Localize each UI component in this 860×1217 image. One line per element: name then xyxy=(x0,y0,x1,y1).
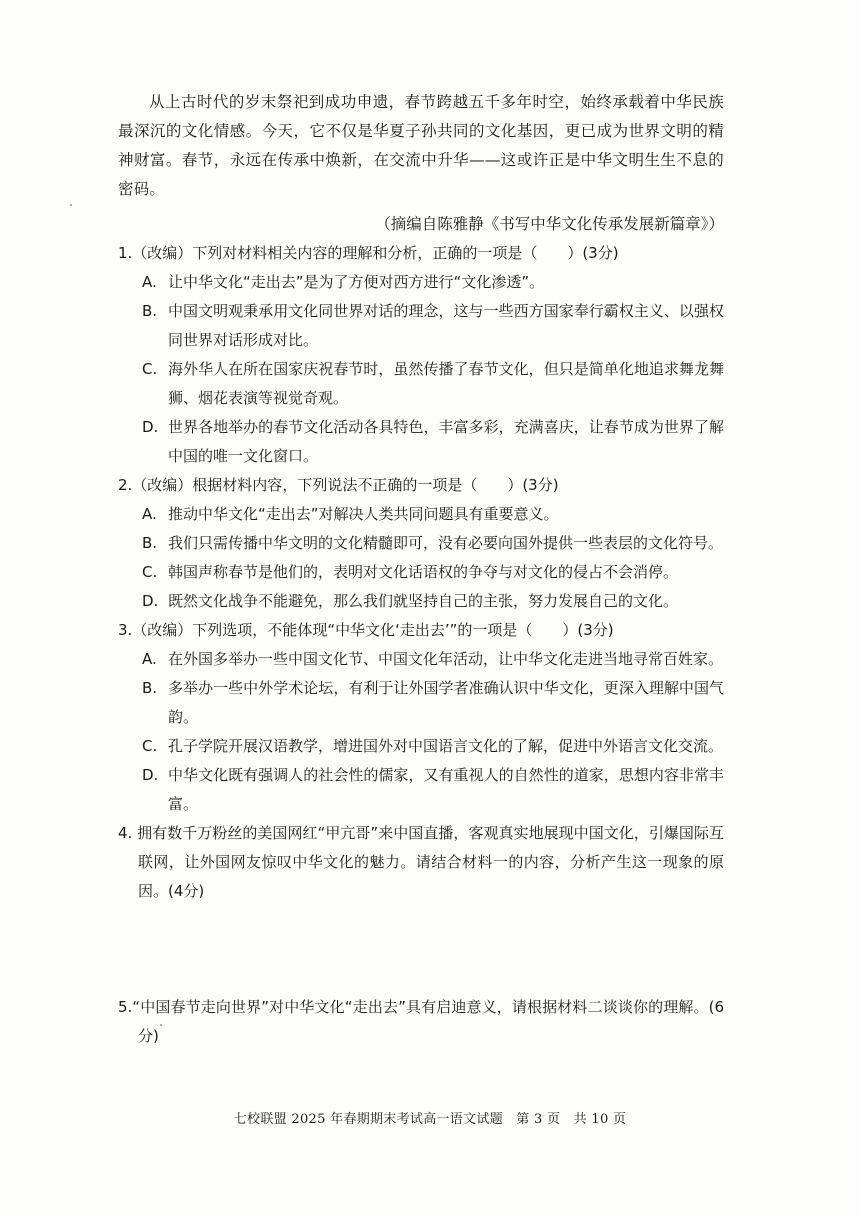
option-list xyxy=(118,500,724,616)
option-letter: A. xyxy=(142,273,157,291)
question-2 xyxy=(118,471,724,616)
option-text: 我们只需传播中华文明的文化精髓即可，没有必要向国外提供一些表层的文化符号。 xyxy=(168,534,724,552)
question-5 xyxy=(118,993,724,1051)
option-letter: D. xyxy=(142,418,159,436)
option-text: 既然文化战争不能避免，那么我们就坚持自己的主张，努力发展自己的文化。 xyxy=(168,592,679,610)
question-1 xyxy=(118,239,724,471)
question-3 xyxy=(118,616,724,819)
option-text: 中华文化既有强调人的社会性的儒家，又有重视人的自然性的道家，思想内容非常丰富。 xyxy=(168,766,724,813)
question-4 xyxy=(118,819,724,906)
option-letter: D. xyxy=(142,766,159,784)
option-letter: D. xyxy=(142,592,159,610)
passage-source: （摘编自陈雅静《书写中华文化传承发展新篇章》） xyxy=(375,215,724,233)
option-letter: A. xyxy=(142,650,157,668)
answer-space xyxy=(118,906,724,993)
question-stem: 5.“中国春节走向世界”对中华文化“走出去”具有启迪意义，请根据材料二谈谈你的理解。(6分) xyxy=(118,998,724,1045)
page-content xyxy=(118,88,724,1051)
page-footer: 七校联盟 2025 年春期期末考试高一语文试题 第 3 页 共 10 页 xyxy=(233,1112,627,1127)
scan-speck xyxy=(70,204,72,206)
option-text: 世界各地举办的春节文化活动各具特色，丰富多彩，充满喜庆，让春节成为世界了解中国的唯一文化窗口。 xyxy=(168,418,724,465)
option-text: 韩国声称春节是他们的，表明对文化话语权的争夺与对文化的侵占不会消停。 xyxy=(168,563,679,581)
option-letter: B. xyxy=(142,679,158,697)
option-a xyxy=(118,268,724,297)
question-stem: 1.（改编）下列对材料相关内容的理解和分析，正确的一项是（ ）(3分) xyxy=(118,244,619,262)
option-list xyxy=(118,645,724,819)
option-list xyxy=(118,268,724,471)
option-b xyxy=(118,674,724,732)
option-c xyxy=(118,355,724,413)
option-d xyxy=(118,413,724,471)
option-letter: B. xyxy=(142,534,158,552)
option-text: 海外华人在所在国家庆祝春节时，虽然传播了春节文化，但只是简单化地追求舞龙舞狮、烟花表演等视觉奇观。 xyxy=(168,360,724,407)
option-text: 孔子学院开展汉语教学，增进国外对中国语言文化的了解，促进中外语言文化交流。 xyxy=(168,737,724,755)
option-text: 中国文明观秉承用文化同世界对话的理念，这与一些西方国家奉行霸权主义、以强权同世界对话形成对比。 xyxy=(168,302,724,349)
option-text: 在外国多举办一些中国文化节、中国文化年活动，让中华文化走进当地寻常百姓家。 xyxy=(168,650,724,668)
question-stem: 4. 拥有数千万粉丝的美国网红“甲亢哥”来中国直播，客观真实地展现中国文化，引爆国际互联网，让外国网友惊叹中华文化的魅力。请结合材料一的内容，分析产生这一现象的原因。(4分) xyxy=(118,824,724,900)
option-c xyxy=(118,558,724,587)
option-d xyxy=(118,761,724,819)
question-stem: 2.（改编）根据材料内容，下列说法不正确的一项是（ ）(3分) xyxy=(118,476,559,494)
option-text: 推动中华文化“走出去”对解决人类共同问题具有重要意义。 xyxy=(168,505,559,523)
option-d xyxy=(118,587,724,616)
passage-paragraph: 从上古时代的岁末祭祀到成功申遗，春节跨越五千多年时空，始终承载着中华民族最深沉的文化情感。今天，它不仅是华夏子孙共同的文化基因，更已成为世界文明的精神财富。春节，永远在传承中焕新，在交流中升华——这或许正是中华文明生生不息的密码。 xyxy=(118,93,724,198)
option-a xyxy=(118,500,724,529)
option-letter: C. xyxy=(142,360,158,378)
option-text: 多举办一些中外学术论坛，有利于让外国学者准确认识中华文化，更深入理解中国气韵。 xyxy=(168,679,724,726)
option-b xyxy=(118,297,724,355)
option-letter: C. xyxy=(142,737,158,755)
option-letter: B. xyxy=(142,302,158,320)
option-letter: C. xyxy=(142,563,158,581)
option-c xyxy=(118,732,724,761)
option-a xyxy=(118,645,724,674)
question-stem: 3.（改编）下列选项，不能体现“中华文化‘走出去’”的一项是（ ）(3分) xyxy=(118,621,614,639)
option-letter: A. xyxy=(142,505,157,523)
option-text: 让中华文化“走出去”是为了方便对西方进行“文化渗透”。 xyxy=(168,273,545,291)
option-b xyxy=(118,529,724,558)
